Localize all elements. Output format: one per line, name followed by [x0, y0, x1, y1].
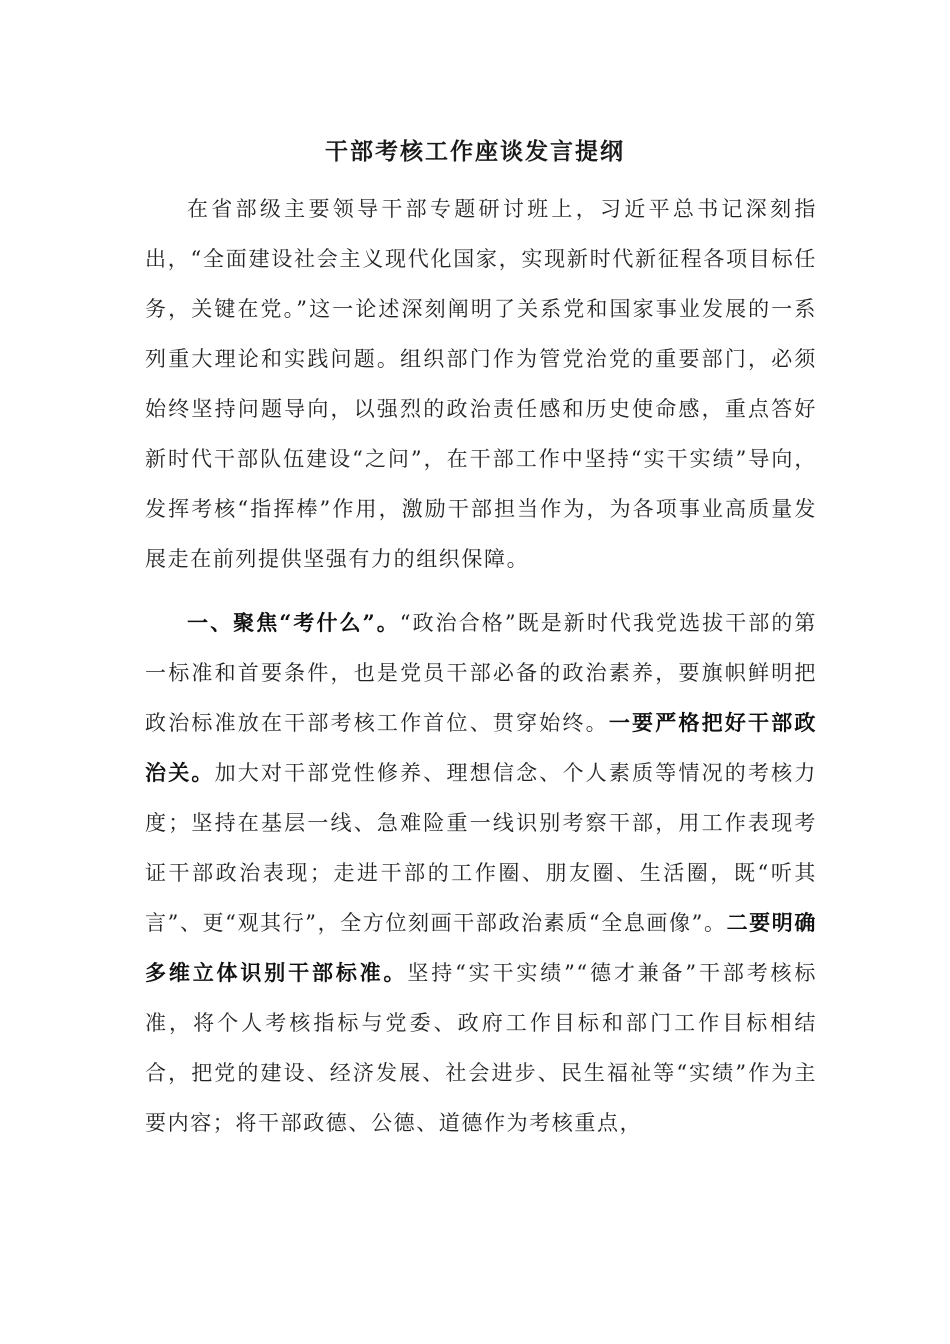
section-text-3: 坚持“实干实绩”“德才兼备”干部考核标准，将个人考核指标与党委、政府工作目标和部门工作目标相结合，把党的建设、经济发展、社会进步、民生福祉等“实绩”作为主要内容；将干部政德、公德、道德作为考核重点， — [145, 961, 818, 1135]
document-title: 干部考核工作座谈发言提纲 — [325, 138, 625, 165]
paragraph-intro — [145, 184, 817, 584]
section-heading: 一、聚焦“考什么”。 — [187, 610, 400, 635]
section-text-2: 加大对干部党性修养、理想信念、个人素质等情况的考核力度；坚持在基层一线、急难险重一线识别考察干部，用工作表现考证干部政治表现；走进干部的工作圈、朋友圈、生活圈，既“听其言”、更“观其行”，全方位刻画干部政治素质“全息画像”。 — [145, 761, 817, 935]
section-point-2: 二要明确多维立体识别干部标准。 — [145, 910, 817, 985]
paragraph-section-one — [145, 598, 817, 1148]
section-text-1: “政治合格”既是新时代我党选拔干部的第一标准和首要条件，也是党员干部必备的政治素养，要旗帜鲜明把政治标准放在干部考核工作首位、贯穿始终。 — [145, 611, 817, 735]
paragraph-intro-text: 在省部级主要领导干部专题研讨班上，习近平总书记深刻指出，“全面建设社会主义现代化国家，实现新时代新征程各项目标任务，关键在党。”这一论述深刻阐明了关系党和国家事业发展的一系列重大理论和实践问题。组织部门作为管党治党的重要部门，必须始终坚持问题导向，以强烈的政治责任感和历史使命感，重点答好新时代干部队伍建设“之问”，在干部工作中坚持“实干实绩”导向，发挥考核“指挥棒”作用，激励干部担当作为，为各项事业高质量发展走在前列提供坚强有力的组织保障。 — [145, 197, 817, 571]
section-point-1: 一要严格把好干部政治关。 — [145, 710, 817, 785]
